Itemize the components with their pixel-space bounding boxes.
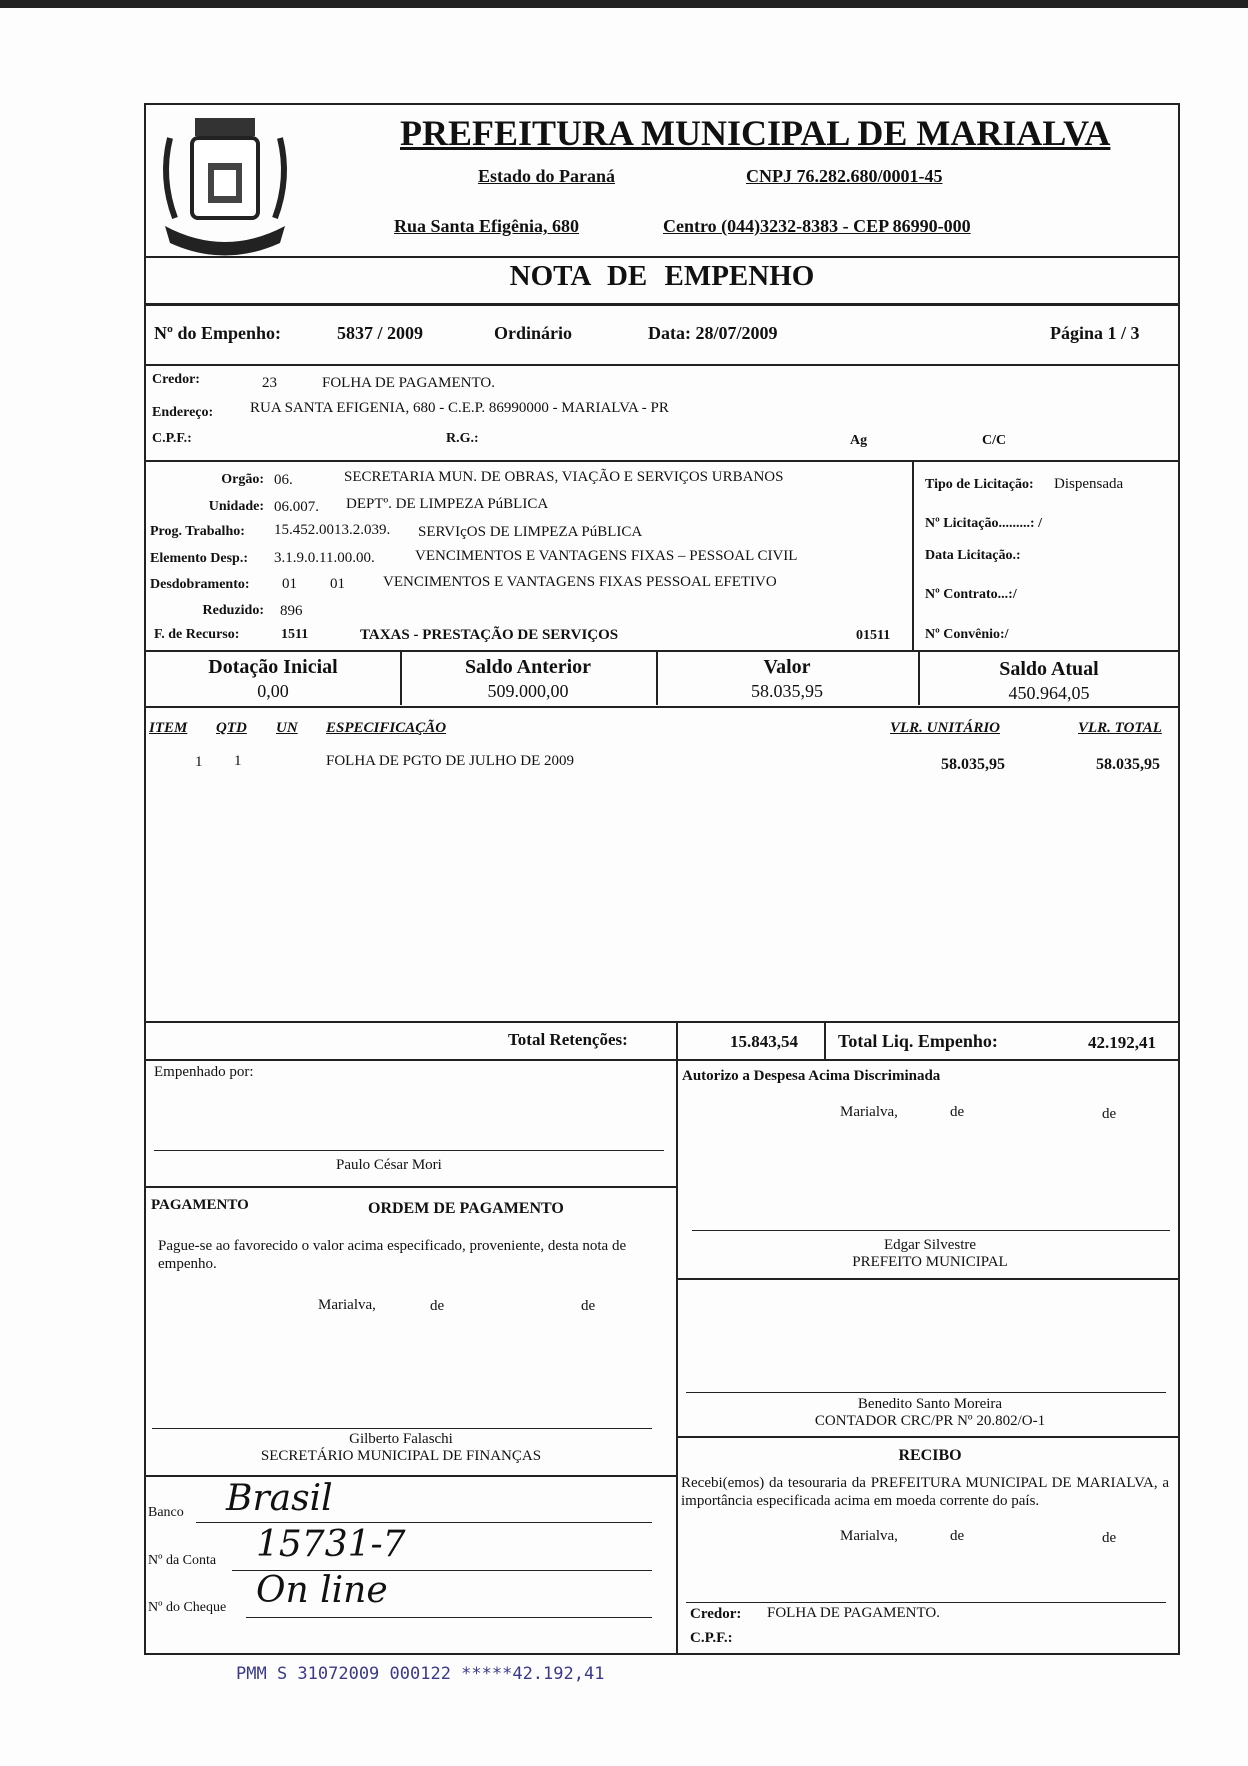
empenho-number: 5837 / 2009	[337, 323, 424, 343]
coat-of-arms-logo	[150, 108, 300, 260]
col-qtd-header: QTD	[216, 720, 247, 736]
secretario-name: Gilberto Falaschi	[349, 1431, 453, 1447]
cheque-label: Nº do Cheque	[148, 1600, 227, 1615]
cheque-handwritten: On line	[256, 1570, 388, 1611]
desdobramento-code1: 01	[282, 576, 297, 592]
prefeito-role: PREFEITO MUNICIPAL	[852, 1254, 1008, 1270]
valor-value: 58.035,95	[751, 681, 823, 701]
divider-totals-top	[144, 1021, 1180, 1023]
orgao-label: Orgão:	[221, 472, 264, 487]
secretario-role: SECRETÁRIO MUNICIPAL DE FINANÇAS	[260, 1448, 542, 1464]
saldo-atual-value: 450.964,05	[1008, 683, 1090, 703]
desdobramento-label: Desdobramento:	[150, 577, 250, 592]
unidade-desc: DEPTº. DE LIMPEZA PúBLICA	[346, 496, 549, 512]
pagamento-city: Marialva,	[318, 1297, 376, 1313]
elemento-label: Elemento Desp.:	[150, 551, 248, 566]
reduzido-value: 896	[280, 603, 303, 619]
conta-label: Nº da Conta	[148, 1553, 217, 1568]
pagamento-text: Pague-se ao favorecido o valor acima especificado, proveniente, desta nota de empenho.	[158, 1238, 627, 1272]
empenho-page: Página 1 / 3	[1050, 323, 1140, 343]
banco-handwritten: Brasil	[226, 1478, 333, 1519]
empenho-date: Data: 28/07/2009	[648, 323, 778, 343]
bank-authentication-stamp: PMM S 31072009 000122 *****42.192,41	[236, 1664, 605, 1684]
licitacao-numero: Nº Licitação.........: /	[925, 516, 1042, 531]
reduzido-label: Reduzido:	[202, 603, 264, 618]
recurso-label: F. de Recurso:	[154, 627, 240, 642]
recibo-credor-value: FOLHA DE PAGAMENTO.	[767, 1605, 940, 1621]
col-unit-header: VLR. UNITÁRIO	[890, 720, 1001, 736]
divider-prefeito	[676, 1278, 1180, 1280]
row-qtd: 1	[234, 753, 242, 769]
empenho-number-label: Nº do Empenho:	[154, 323, 281, 343]
recibo-de2: de	[1102, 1530, 1117, 1546]
divider-empenhado	[144, 1186, 676, 1188]
row-espec: FOLHA DE PGTO DE JULHO DE 2009	[326, 753, 575, 769]
autorizo-de1: de	[950, 1104, 965, 1120]
contador-name: Benedito Santo Moreira	[857, 1396, 1003, 1412]
saldo-anterior-value: 509.000,00	[487, 681, 569, 701]
elemento-desc: VENCIMENTOS E VANTAGENS FIXAS – PESSOAL CIVIL	[415, 548, 798, 564]
pagamento-de1: de	[430, 1298, 445, 1314]
header-address: Centro (044)3232-8383 - CEP 86990-000	[663, 216, 971, 236]
empenhado-name: Paulo César Mori	[336, 1157, 442, 1173]
secretario-signature-line	[152, 1428, 652, 1429]
recibo-cpf-label: C.P.F.:	[690, 1630, 733, 1646]
dotacao-inicial-value: 0,00	[257, 681, 289, 701]
endereco-label: Endereço:	[152, 405, 214, 420]
cheque-line	[246, 1617, 652, 1618]
recibo-signature-line	[686, 1602, 1166, 1603]
divider-empenho	[144, 364, 1180, 366]
recurso-code2: 01511	[856, 628, 891, 643]
credor-code: 23	[262, 375, 277, 391]
rg-label: R.G.:	[446, 431, 479, 446]
recurso-desc: TAXAS - PRESTAÇÃO DE SERVIÇOS	[360, 627, 619, 643]
orgao-desc: SECRETARIA MUN. DE OBRAS, VIAÇÃO E SERVIÇOS URBANOS	[344, 469, 784, 485]
header-state: Estado do Paraná	[478, 166, 616, 186]
total-retencoes-value: 15.843,54	[730, 1032, 798, 1051]
cpf-label: C.P.F.:	[152, 431, 192, 446]
desdobramento-code2: 01	[330, 576, 345, 592]
divider-header	[144, 256, 1180, 258]
unidade-label: Unidade:	[208, 499, 264, 514]
divider-title	[144, 303, 1180, 306]
row-unit: 58.035,95	[941, 756, 1005, 773]
licitacao-tipo: Dispensada	[1054, 476, 1124, 492]
licitacao-data: Data Licitação.:	[925, 548, 1021, 563]
divider-dotacao	[144, 650, 1180, 652]
total-liquido-value: 42.192,41	[1088, 1033, 1156, 1052]
endereco-value: RUA SANTA EFIGENIA, 680 - C.E.P. 86990000 - MARIALVA - PR	[250, 400, 669, 416]
prefeito-name: Edgar Silvestre	[883, 1237, 977, 1253]
col-total-header: VLR. TOTAL	[1078, 720, 1162, 736]
pagamento-de2: de	[581, 1298, 596, 1314]
unidade-code: 06.007.	[274, 499, 319, 515]
document-title: NOTA DE EMPENHO	[509, 260, 815, 292]
autorizo-city: Marialva,	[840, 1104, 898, 1120]
prog-code: 15.452.0013.2.039.	[274, 522, 391, 538]
recurso-code: 1511	[281, 627, 309, 642]
recibo-credor-label: Credor:	[690, 1606, 742, 1622]
recibo-title: RECIBO	[898, 1447, 962, 1464]
recibo-city: Marialva,	[840, 1528, 898, 1544]
cc-label: C/C	[982, 433, 1007, 448]
licitacao-tipo-label: Tipo de Licitação:	[925, 477, 1034, 492]
totals-divider-1	[676, 1021, 678, 1060]
dotacao-inicial-label: Dotação Inicial	[208, 656, 338, 678]
valor-label: Valor	[763, 656, 811, 678]
divider-saldos	[144, 706, 1180, 708]
scan-top-edge	[0, 0, 1248, 8]
recibo-text: Recebi(emos) da tesouraria da PREFEITURA MUNICIPAL DE MARIALVA, a importância especificada acima em moeda corrente do país.	[681, 1475, 1169, 1509]
total-retencoes-label: Total Retenções:	[508, 1030, 628, 1049]
recibo-de1: de	[950, 1528, 965, 1544]
ordem-pagamento-title: ORDEM DE PAGAMENTO	[368, 1200, 564, 1217]
autorizo-de2: de	[1102, 1106, 1117, 1122]
desdobramento-desc: VENCIMENTOS E VANTAGENS FIXAS PESSOAL EFETIVO	[383, 574, 777, 590]
totals-divider-2	[824, 1021, 826, 1060]
contador-signature-line	[686, 1392, 1166, 1393]
empenhado-signature-line	[154, 1150, 664, 1151]
credor-name: FOLHA DE PAGAMENTO.	[322, 375, 495, 391]
prefeito-signature-line	[692, 1230, 1170, 1231]
conta-handwritten: 15731-7	[256, 1524, 406, 1565]
empenho-type: Ordinário	[494, 323, 573, 343]
ag-label: Ag	[850, 433, 868, 448]
row-item: 1	[195, 754, 203, 770]
divider-credor	[144, 460, 1180, 462]
pagamento-label: PAGAMENTO	[151, 1197, 249, 1213]
licitacao-contrato: Nº Contrato...:/	[925, 587, 1017, 602]
row-total: 58.035,95	[1096, 756, 1160, 773]
header-title: PREFEITURA MUNICIPAL DE MARIALVA	[400, 113, 1111, 153]
empenhado-label: Empenhado por:	[154, 1064, 254, 1080]
licitacao-convenio: Nº Convênio:/	[925, 627, 1009, 642]
divider-secretario	[144, 1475, 676, 1477]
divider-contador	[676, 1436, 1180, 1438]
elemento-code: 3.1.9.0.11.00.00.	[274, 550, 375, 566]
orgao-code: 06.	[274, 472, 293, 488]
lower-divider	[676, 1059, 678, 1655]
divider-licitacao	[912, 460, 914, 650]
prog-label: Prog. Trabalho:	[150, 524, 245, 539]
autorizo-text: Autorizo a Despesa Acima Discriminada	[682, 1068, 941, 1084]
contador-role: CONTADOR CRC/PR Nº 20.802/O-1	[814, 1413, 1046, 1429]
saldo-anterior-label: Saldo Anterior	[464, 656, 592, 678]
banco-line	[196, 1522, 652, 1523]
saldo-atual-label: Saldo Atual	[999, 658, 1099, 680]
prog-desc: SERVIçOS DE LIMPEZA PúBLICA	[418, 524, 643, 540]
header-street: Rua Santa Efigênia, 680	[394, 216, 580, 236]
credor-label: Credor:	[152, 372, 200, 387]
total-liquido-label: Total Liq. Empenho:	[838, 1031, 998, 1051]
col-un-header: UN	[276, 720, 298, 736]
banco-label: Banco	[148, 1505, 184, 1520]
col-espec-header: ESPECIFICAÇÃO	[326, 720, 447, 736]
col-item-header: ITEM	[149, 720, 188, 736]
header-cnpj: CNPJ 76.282.680/0001-45	[746, 166, 943, 186]
divider-totals-bottom	[144, 1059, 1180, 1061]
